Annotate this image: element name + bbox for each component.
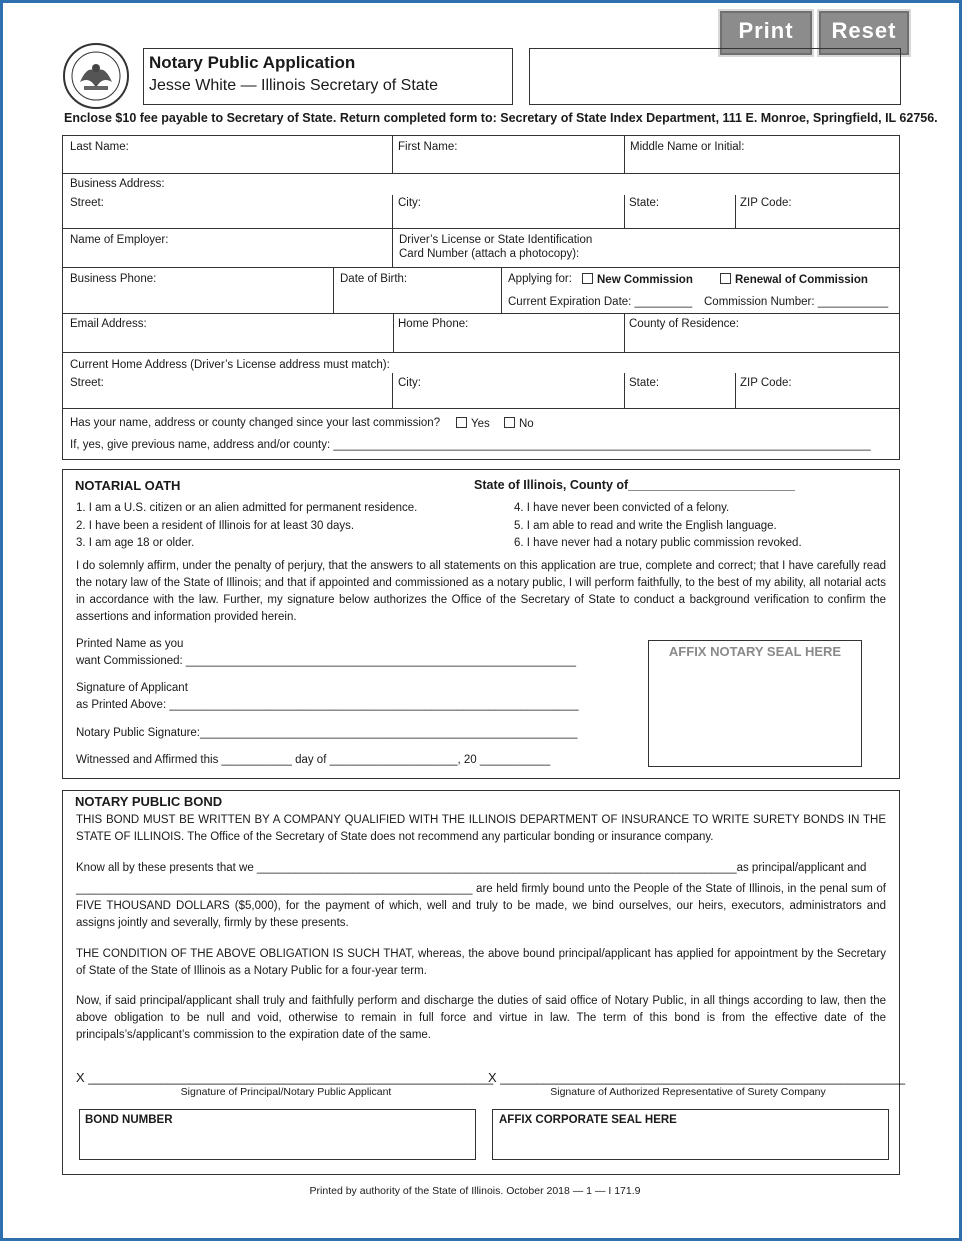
home-street-field[interactable]: Street: [70,377,104,389]
form-title: Notary Public Application [149,53,356,72]
bond-number-label: BOND NUMBER [85,1114,173,1126]
home-phone-field[interactable]: Home Phone: [398,318,469,330]
divider [63,313,899,314]
divider [392,195,393,228]
surety-signature-caption: Signature of Authorized Representative of Surety Company [550,1086,826,1098]
principal-signature-caption: Signature of Principal/Notary Public Applicant [180,1086,392,1098]
checkbox-icon[interactable] [504,417,515,428]
oath-item: 1. I am a U.S. citizen or an alien admitted for permanent residence. [76,502,418,514]
divider [63,352,899,353]
no-checkbox[interactable] [504,417,534,430]
email-field[interactable]: Email Address: [70,318,147,330]
office-use-box [529,48,901,105]
oath-item: 2. I have been a resident of Illinois for at least 30 days. [76,520,355,532]
home-zip-field[interactable]: ZIP Code: [740,377,792,389]
witnessed-field[interactable]: Witnessed and Affirmed this ___________ day of ____________________, 20 ___________ [76,754,551,766]
bond-paragraph-2: ______________________________________________________________ are held firmly bound unto the People of the State of Illinois, in the penal sum of FIVE THOUSAND DOLLARS ($5,000), for the payment of which, well and truly to be made, we bind ourselves, our heirs, executors, administrators and assigns jointly and severally, firmly by these presents. [76,883,886,929]
bond-paragraph-4: Now, if said principal/applicant shall truly and faithfully perform and discharge the duties of said office of Notary Public, in all things according to law, then the above obligation to be null and void, otherwise to remain in full force and virtue in law. The term of this bond is from the effective date of the principals’s/applicant’s commission to the expiration date of the same. [76,995,886,1041]
business-address-label: Business Address: [70,178,165,190]
oath-title: NOTARIAL OATH [75,478,181,493]
divider [392,373,393,408]
no-label: No [519,418,534,430]
renewal-checkbox[interactable] [720,273,868,286]
reset-button[interactable]: Reset [817,9,911,57]
printed-name-label: Printed Name as you [76,638,184,650]
county-line-field[interactable]: State of Illinois, County of________________________ [474,478,796,492]
home-address-label: Current Home Address (Driver’s License address must match): [70,359,390,371]
business-street-field[interactable]: Street: [70,197,104,209]
business-phone-field[interactable]: Business Phone: [70,273,157,285]
dl-number-label-2: Card Number (attach a photocopy): [399,248,580,260]
bond-number-box[interactable] [79,1109,476,1160]
bond-paragraph-1: THIS BOND MUST BE WRITTEN BY A COMPANY QUALIFIED WITH THE ILLINOIS DEPARTMENT OF INSURANCE TO WRITE SURETY BONDS IN THE STATE OF ILLINOIS. The Office of the Secretary of State does not recommend any particular bonding or insurance company. [76,814,886,843]
oath-item: 4. I have never been convicted of a felony. [514,502,730,514]
yes-checkbox[interactable] [456,417,490,430]
business-zip-field[interactable]: ZIP Code: [740,197,792,209]
notary-seal-box [648,640,862,767]
form-subtitle: Jesse White — Illinois Secretary of State [149,77,438,94]
first-name-field[interactable]: First Name: [398,141,458,153]
changed-question: Has your name, address or county changed since your last commission? [70,417,441,429]
previous-info-field[interactable]: If, yes, give previous name, address and/or county: ____________________________________________________________________________________ [70,439,871,451]
divider [735,195,736,228]
notary-seal-label: AFFIX NOTARY SEAL HERE [668,644,842,659]
corporate-seal-label: AFFIX CORPORATE SEAL HERE [499,1114,677,1126]
signature-field[interactable]: as Printed Above: ________________________________________________________________ [76,699,579,711]
divider [63,228,899,229]
corporate-seal-box [492,1109,889,1160]
divider [624,136,625,173]
new-commission-checkbox[interactable] [582,273,693,286]
footer-text: Printed by authority of the State of Illinois. October 2018 — 1 — I 171.9 [309,1185,641,1197]
divider [624,314,625,352]
checkbox-icon[interactable] [720,273,731,284]
oath-item: 3. I am age 18 or older. [76,537,195,549]
last-name-field[interactable]: Last Name: [70,141,129,153]
print-button[interactable]: Print [718,9,814,57]
notary-signature-field[interactable]: Notary Public Signature:___________________________________________________________ [76,727,578,739]
divider [624,373,625,408]
affirm-paragraph: I do solemnly affirm, under the penalty of perjury, that the answers to all statements on this application are true, complete and correct; that I have carefully read the notary law of the State of Illinois; and that if appointed and commissioned as a notary public, I will perform faithfully, to the best of my ability, all notarial acts in accordance with the law. Further, my signature below authorizes the Office of the Secretary of State to conduct a background verification to confirm the assertions and information provided herein. [76,560,886,623]
state-seal-icon [62,42,130,110]
checkbox-icon[interactable] [456,417,467,428]
new-commission-label: New Commission [597,274,693,286]
middle-name-field[interactable]: Middle Name or Initial: [630,141,745,153]
divider [393,314,394,352]
divider [392,136,393,173]
divider [624,195,625,228]
enclose-instructions: Enclose $10 fee payable to Secretary of State. Return completed form to: Secretary of State Index Department, 111 E. Monroe, Springfield, IL 62756. [64,111,938,125]
renewal-label: Renewal of Commission [735,274,868,286]
employer-field[interactable]: Name of Employer: [70,234,169,246]
divider [735,373,736,408]
home-city-field[interactable]: City: [398,377,421,389]
commission-number-field[interactable]: Commission Number: ___________ [704,296,889,308]
business-state-field[interactable]: State: [629,197,660,209]
principal-field[interactable]: Know all by these presents that we ___________________________________________________________________________as principal/applicant and [76,862,867,874]
principal-signature-field[interactable]: X ________________________________________________________ [76,1070,494,1085]
bond-title: NOTARY PUBLIC BOND [75,794,223,809]
business-city-field[interactable]: City: [398,197,421,209]
surety-signature-field[interactable]: X ________________________________________________________ [488,1070,906,1085]
divider [63,267,899,268]
dl-number-field[interactable]: Driver’s License or State Identification [399,234,593,246]
home-state-field[interactable]: State: [629,377,660,389]
divider [333,268,334,313]
signature-label: Signature of Applicant [76,682,188,694]
divider [501,268,502,313]
title-box [143,48,513,105]
divider [63,408,899,409]
divider [63,173,899,174]
yes-label: Yes [471,418,490,430]
county-field[interactable]: County of Residence: [629,318,739,330]
dob-field[interactable]: Date of Birth: [340,273,408,285]
applying-for-label: Applying for: [508,273,572,285]
checkbox-icon[interactable] [582,273,593,284]
expiration-date-field[interactable]: Current Expiration Date: _________ [508,296,693,308]
oath-item: 6. I have never had a notary public commission revoked. [514,537,802,549]
printed-name-field[interactable]: want Commissioned: _____________________________________________________________ [76,655,577,667]
divider [392,229,393,267]
bond-paragraph-3: THE CONDITION OF THE ABOVE OBLIGATION IS SUCH THAT, whereas, the above bound principal/applicant has applied for appointment by the Secretary of State of the State of Illinois as a Notary Public for a four-year term. [76,948,886,977]
oath-item: 5. I am able to read and write the English language. [514,520,777,532]
